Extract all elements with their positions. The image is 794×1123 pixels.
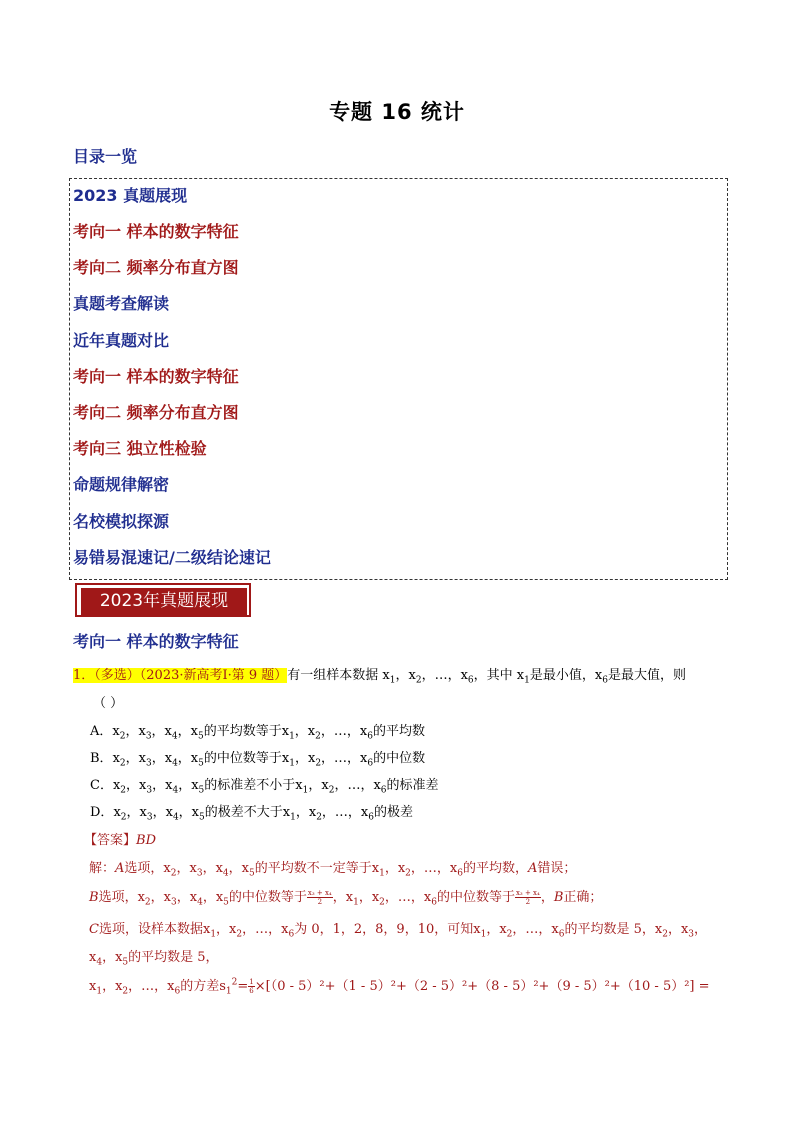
option-label: D． xyxy=(90,805,114,820)
table-of-contents xyxy=(69,178,728,580)
solution-text: 选项， xyxy=(124,861,164,876)
solution-line-5: $x_1$，$x_2$，…，$x_6$的方差$s_1^2=$ $\frac{1}{6}$ ×[（0 - 5）²+（1 - 5）²+（2 - 5）²+（8 - 5）²+（9 - 5）²+（10 - 5）²] = xyxy=(89,977,710,997)
stem-text: 有一组样本数据 x xyxy=(287,668,390,683)
solution-line-3: C选项，设样本数据$x_1$，$x_2$，…，$x_6$为 0，1，2，8，9，10，可知$x_1$，$x_2$，…，$x_6$的平均数是 5，$x_2$，$x_3$， xyxy=(89,922,708,940)
solution-formula: ×[（0 - 5）²+（1 - 5）²+（2 - 5）²+（8 - 5）²+（9 - 5）²+（10 - 5）²] = xyxy=(254,979,710,994)
toc-item[interactable]: 考向三 独立性检验 xyxy=(73,439,207,458)
solution-line-4: $x_4$，$x_5$的平均数是 5， xyxy=(89,950,219,968)
option-d[interactable]: D．$x_2$，$x_3$，$x_4$，$x_5$的极差不大于$x_1$，$x_2$，…，$x_6$的极差 xyxy=(90,805,414,823)
solution-text: A xyxy=(115,861,125,876)
solution-text: B xyxy=(89,890,99,905)
section-banner xyxy=(75,583,253,619)
option-text: 的平均数 xyxy=(372,724,425,739)
option-text: 的极差 xyxy=(374,805,414,820)
toc-item[interactable]: 2023 真题展现 xyxy=(73,186,188,205)
solution-text: 解： xyxy=(89,861,116,876)
option-text: 的中位数 xyxy=(373,751,426,766)
option-b[interactable]: B．$x_2$，$x_3$，$x_4$，$x_5$的中位数等于$x_1$，$x_2$，…，$x_6$的中位数 xyxy=(90,751,426,769)
option-label: C． xyxy=(90,778,113,793)
stem-text: 是最小值，x xyxy=(529,668,603,683)
toc-item[interactable]: 命题规律解密 xyxy=(73,475,170,494)
solution-line-2: B选项，$x_2$，$x_3$，$x_4$，$x_5$的中位数等于 $\frac{\text{x₃ + x₄}}{2}$ ，$x_1$，$x_2$，…，$x_6$的中位数等于 $\frac{\text{x₃ + x₄}}{2}$ ，B正确； xyxy=(89,889,603,908)
option-text: 的平均数等于 xyxy=(203,724,282,739)
option-text: 的极差不大于 xyxy=(204,805,283,820)
fraction: $\frac{1}{6}$ xyxy=(249,978,254,995)
question-stem: 1．（多选）（2023·新高考Ⅰ·第 9 题）有一组样本数据 $x_1$，$x_2$，…，$x_6$，其中 $x_1$是最小值，$x_6$是最大值，则 xyxy=(73,668,686,686)
toc-item[interactable]: 近年真题对比 xyxy=(73,331,170,350)
question-number: 1．（多选）（2023·新高考Ⅰ·第 9 题） xyxy=(73,668,288,683)
solution-text: A xyxy=(528,861,538,876)
solution-text: 的平均数， xyxy=(462,861,528,876)
toc-heading: 目录一览 xyxy=(73,147,138,166)
solution-text: 的平均数不一定等于 xyxy=(254,861,372,876)
page-title: 专题 16 统计 xyxy=(329,100,465,124)
stem-text: 是最大值，则 xyxy=(607,668,686,683)
banner-text: 2023年真题展现 xyxy=(81,588,247,615)
option-text: 的标准差不小于 xyxy=(204,778,296,793)
toc-item[interactable]: 考向一 样本的数字特征 xyxy=(73,367,239,386)
solution-text: 的平均数是 5， xyxy=(564,922,655,937)
stem-text: ，…，x xyxy=(421,668,468,683)
solution-text: 正确； xyxy=(563,890,603,905)
option-text: 的标准差 xyxy=(386,778,439,793)
solution-line-1: 解：A选项，$x_2$，$x_3$，$x_4$，$x_5$的平均数不一定等于$x_1$，$x_2$，…，$x_6$的平均数，A错误； xyxy=(89,861,577,879)
option-label: A． xyxy=(90,724,113,739)
solution-text: 的中位数等于 xyxy=(436,890,515,905)
answer-paren: （ ） xyxy=(93,696,124,711)
solution-text: 错误； xyxy=(537,861,577,876)
option-c[interactable]: C．$x_2$，$x_3$，$x_4$，$x_5$的标准差不小于$x_1$，$x_2$，…，$x_6$的标准差 xyxy=(90,778,439,796)
fraction: $\frac{\text{x₃ + x₄}}{2}$ xyxy=(515,889,540,906)
solution-text: 选项， xyxy=(98,890,138,905)
option-label: B． xyxy=(90,751,113,766)
solution-text: C xyxy=(89,922,99,937)
solution-text: 为 0，1，2，8，9，10，可知 xyxy=(294,922,474,937)
toc-item[interactable]: 名校模拟探源 xyxy=(73,512,170,531)
solution-text: 的中位数等于 xyxy=(228,890,307,905)
solution-text: 选项，设样本数据 xyxy=(98,922,203,937)
stem-text: ，x xyxy=(395,668,416,683)
answer-label: 【答案】 xyxy=(84,833,137,848)
answer-value: BD xyxy=(136,833,156,848)
solution-text: 的平均数是 5， xyxy=(128,950,219,965)
option-a[interactable]: A．$x_2$，$x_3$，$x_4$，$x_5$的平均数等于$x_1$，$x_2$，…，$x_6$的平均数 xyxy=(90,724,425,742)
toc-item[interactable]: 考向二 频率分布直方图 xyxy=(73,403,239,422)
stem-text: ，其中 x xyxy=(473,668,525,683)
option-text: 的中位数等于 xyxy=(203,751,282,766)
toc-item[interactable]: 考向一 样本的数字特征 xyxy=(73,222,239,241)
fraction: $\frac{\text{x₃ + x₄}}{2}$ xyxy=(307,889,332,906)
solution-text: B xyxy=(553,890,564,905)
section-heading: 考向一 样本的数字特征 xyxy=(73,632,239,651)
toc-item[interactable]: 易错易混速记/二级结论速记 xyxy=(73,548,271,567)
solution-text: 的方差 xyxy=(180,979,220,994)
answer-line xyxy=(84,829,156,848)
toc-item[interactable]: 考向二 频率分布直方图 xyxy=(73,258,239,277)
toc-item[interactable]: 真题考查解读 xyxy=(73,294,170,313)
